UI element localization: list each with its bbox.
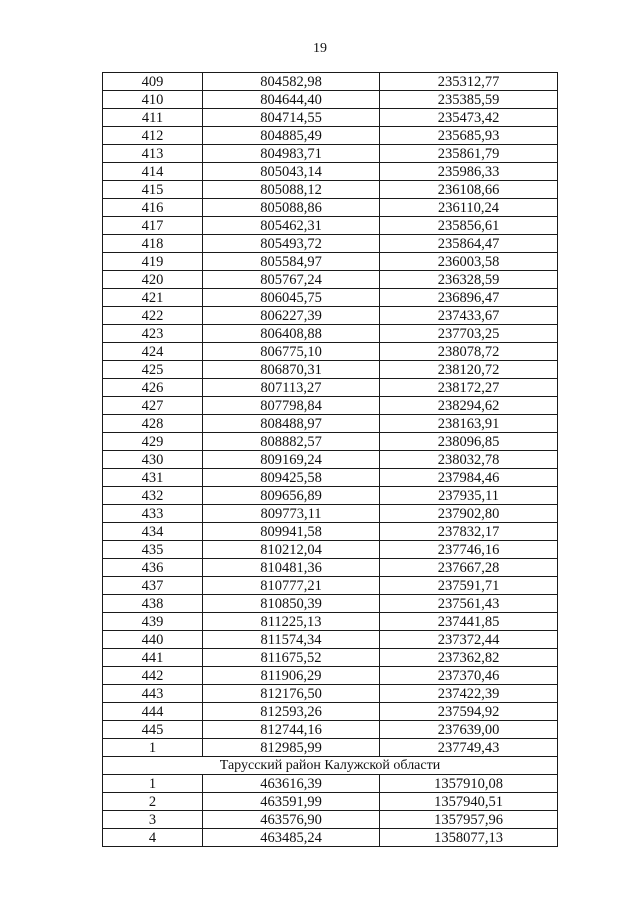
- table-row: [103, 523, 558, 541]
- x-coordinate-cell: 812176,50: [203, 685, 380, 703]
- y-coordinate-cell: 235864,47: [380, 235, 558, 253]
- point-number-cell: 426: [103, 379, 203, 397]
- table-row: [103, 361, 558, 379]
- y-coordinate-cell: 237746,16: [380, 541, 558, 559]
- table-row: [103, 343, 558, 361]
- point-number-cell: 432: [103, 487, 203, 505]
- point-number-cell: 435: [103, 541, 203, 559]
- table-row: [103, 325, 558, 343]
- x-coordinate-cell: 812744,16: [203, 721, 380, 739]
- x-coordinate-cell: 808882,57: [203, 433, 380, 451]
- table-row: [103, 307, 558, 325]
- point-number-cell: 417: [103, 217, 203, 235]
- y-coordinate-cell: 237362,82: [380, 649, 558, 667]
- point-number-cell: 438: [103, 595, 203, 613]
- y-coordinate-cell: 1357957,96: [380, 811, 558, 829]
- y-coordinate-cell: 235986,33: [380, 163, 558, 181]
- x-coordinate-cell: 804885,49: [203, 127, 380, 145]
- point-number-cell: 422: [103, 307, 203, 325]
- table-row: [103, 379, 558, 397]
- x-coordinate-cell: 805767,24: [203, 271, 380, 289]
- table-row: [103, 73, 558, 91]
- x-coordinate-cell: 811675,52: [203, 649, 380, 667]
- y-coordinate-cell: 237441,85: [380, 613, 558, 631]
- x-coordinate-cell: 463591,99: [203, 793, 380, 811]
- point-number-cell: 443: [103, 685, 203, 703]
- table-row: [103, 433, 558, 451]
- x-coordinate-cell: 809425,58: [203, 469, 380, 487]
- x-coordinate-cell: 804983,71: [203, 145, 380, 163]
- x-coordinate-cell: 804582,98: [203, 73, 380, 91]
- point-number-cell: 421: [103, 289, 203, 307]
- x-coordinate-cell: 463576,90: [203, 811, 380, 829]
- table-row: [103, 199, 558, 217]
- point-number-cell: 413: [103, 145, 203, 163]
- y-coordinate-cell: 235685,93: [380, 127, 558, 145]
- table-row: [103, 739, 558, 757]
- point-number-cell: 428: [103, 415, 203, 433]
- x-coordinate-cell: 806227,39: [203, 307, 380, 325]
- table-row: [103, 469, 558, 487]
- table-row: [103, 685, 558, 703]
- table-row: [103, 487, 558, 505]
- y-coordinate-cell: 238172,27: [380, 379, 558, 397]
- x-coordinate-cell: 809169,24: [203, 451, 380, 469]
- x-coordinate-cell: 805088,86: [203, 199, 380, 217]
- y-coordinate-cell: 1357940,51: [380, 793, 558, 811]
- point-number-cell: 424: [103, 343, 203, 361]
- y-coordinate-cell: 235861,79: [380, 145, 558, 163]
- x-coordinate-cell: 810481,36: [203, 559, 380, 577]
- point-number-cell: 416: [103, 199, 203, 217]
- y-coordinate-cell: 236328,59: [380, 271, 558, 289]
- coordinates-table-body: [103, 73, 558, 847]
- table-row: [103, 451, 558, 469]
- point-number-cell: 440: [103, 631, 203, 649]
- y-coordinate-cell: 238032,78: [380, 451, 558, 469]
- table-row: [103, 793, 558, 811]
- point-number-cell: 431: [103, 469, 203, 487]
- y-coordinate-cell: 237667,28: [380, 559, 558, 577]
- table-row: [103, 775, 558, 793]
- table-row: [103, 217, 558, 235]
- point-number-cell: 420: [103, 271, 203, 289]
- y-coordinate-cell: 237561,43: [380, 595, 558, 613]
- x-coordinate-cell: 806408,88: [203, 325, 380, 343]
- table-row: [103, 595, 558, 613]
- point-number-cell: 411: [103, 109, 203, 127]
- point-number-cell: 4: [103, 829, 203, 847]
- point-number-cell: 409: [103, 73, 203, 91]
- x-coordinate-cell: 806045,75: [203, 289, 380, 307]
- table-row: [103, 181, 558, 199]
- x-coordinate-cell: 809941,58: [203, 523, 380, 541]
- point-number-cell: 444: [103, 703, 203, 721]
- y-coordinate-cell: 238294,62: [380, 397, 558, 415]
- x-coordinate-cell: 463485,24: [203, 829, 380, 847]
- y-coordinate-cell: 238163,91: [380, 415, 558, 433]
- x-coordinate-cell: 811906,29: [203, 667, 380, 685]
- y-coordinate-cell: 237370,46: [380, 667, 558, 685]
- point-number-cell: 433: [103, 505, 203, 523]
- x-coordinate-cell: 807798,84: [203, 397, 380, 415]
- y-coordinate-cell: 238096,85: [380, 433, 558, 451]
- table-row: [103, 109, 558, 127]
- point-number-cell: 445: [103, 721, 203, 739]
- x-coordinate-cell: 805493,72: [203, 235, 380, 253]
- table-row: [103, 703, 558, 721]
- table-row: [103, 145, 558, 163]
- y-coordinate-cell: 237591,71: [380, 577, 558, 595]
- y-coordinate-cell: 237832,17: [380, 523, 558, 541]
- point-number-cell: 436: [103, 559, 203, 577]
- table-row: [103, 541, 558, 559]
- y-coordinate-cell: 237902,80: [380, 505, 558, 523]
- point-number-cell: 429: [103, 433, 203, 451]
- table-row: [103, 667, 558, 685]
- table-row: [103, 127, 558, 145]
- table-row: [103, 271, 558, 289]
- point-number-cell: 414: [103, 163, 203, 181]
- y-coordinate-cell: 238120,72: [380, 361, 558, 379]
- x-coordinate-cell: 811574,34: [203, 631, 380, 649]
- table-row: [103, 613, 558, 631]
- y-coordinate-cell: 236896,47: [380, 289, 558, 307]
- x-coordinate-cell: 810777,21: [203, 577, 380, 595]
- y-coordinate-cell: 237703,25: [380, 325, 558, 343]
- x-coordinate-cell: 805088,12: [203, 181, 380, 199]
- table-row: [103, 289, 558, 307]
- point-number-cell: 419: [103, 253, 203, 271]
- y-coordinate-cell: 237639,00: [380, 721, 558, 739]
- point-number-cell: 415: [103, 181, 203, 199]
- page-number: 19: [313, 41, 327, 56]
- point-number-cell: 3: [103, 811, 203, 829]
- y-coordinate-cell: 237433,67: [380, 307, 558, 325]
- table-row: [103, 649, 558, 667]
- table-row: [103, 397, 558, 415]
- table-row: [103, 163, 558, 181]
- x-coordinate-cell: 809656,89: [203, 487, 380, 505]
- point-number-cell: 439: [103, 613, 203, 631]
- x-coordinate-cell: 805584,97: [203, 253, 380, 271]
- table-row: [103, 415, 558, 433]
- point-number-cell: 434: [103, 523, 203, 541]
- y-coordinate-cell: 235473,42: [380, 109, 558, 127]
- y-coordinate-cell: 237984,46: [380, 469, 558, 487]
- point-number-cell: 437: [103, 577, 203, 595]
- table-row: [103, 631, 558, 649]
- y-coordinate-cell: 237422,39: [380, 685, 558, 703]
- coordinates-table: [102, 72, 558, 847]
- x-coordinate-cell: 810212,04: [203, 541, 380, 559]
- point-number-cell: 423: [103, 325, 203, 343]
- table-row: [103, 721, 558, 739]
- y-coordinate-cell: 236108,66: [380, 181, 558, 199]
- table-row: [103, 829, 558, 847]
- table-row: [103, 505, 558, 523]
- point-number-cell: 427: [103, 397, 203, 415]
- table-row: [103, 559, 558, 577]
- y-coordinate-cell: 237749,43: [380, 739, 558, 757]
- x-coordinate-cell: 810850,39: [203, 595, 380, 613]
- section-header-row: [103, 757, 558, 775]
- x-coordinate-cell: 812593,26: [203, 703, 380, 721]
- y-coordinate-cell: 236003,58: [380, 253, 558, 271]
- point-number-cell: 430: [103, 451, 203, 469]
- x-coordinate-cell: 811225,13: [203, 613, 380, 631]
- y-coordinate-cell: 236110,24: [380, 199, 558, 217]
- point-number-cell: 2: [103, 793, 203, 811]
- y-coordinate-cell: 237935,11: [380, 487, 558, 505]
- table-row: [103, 235, 558, 253]
- x-coordinate-cell: 804714,55: [203, 109, 380, 127]
- point-number-cell: 1: [103, 775, 203, 793]
- y-coordinate-cell: 235312,77: [380, 73, 558, 91]
- x-coordinate-cell: 804644,40: [203, 91, 380, 109]
- y-coordinate-cell: 1357910,08: [380, 775, 558, 793]
- y-coordinate-cell: 1358077,13: [380, 829, 558, 847]
- x-coordinate-cell: 812985,99: [203, 739, 380, 757]
- point-number-cell: 425: [103, 361, 203, 379]
- table-row: [103, 91, 558, 109]
- section-title: Тарусский район Калужской области: [103, 757, 558, 775]
- y-coordinate-cell: 237372,44: [380, 631, 558, 649]
- x-coordinate-cell: 807113,27: [203, 379, 380, 397]
- point-number-cell: 410: [103, 91, 203, 109]
- x-coordinate-cell: 463616,39: [203, 775, 380, 793]
- point-number-cell: 418: [103, 235, 203, 253]
- x-coordinate-cell: 806775,10: [203, 343, 380, 361]
- y-coordinate-cell: 235856,61: [380, 217, 558, 235]
- x-coordinate-cell: 805462,31: [203, 217, 380, 235]
- x-coordinate-cell: 809773,11: [203, 505, 380, 523]
- x-coordinate-cell: 808488,97: [203, 415, 380, 433]
- table-row: [103, 577, 558, 595]
- y-coordinate-cell: 237594,92: [380, 703, 558, 721]
- y-coordinate-cell: 235385,59: [380, 91, 558, 109]
- x-coordinate-cell: 806870,31: [203, 361, 380, 379]
- point-number-cell: 442: [103, 667, 203, 685]
- table-row: [103, 811, 558, 829]
- x-coordinate-cell: 805043,14: [203, 163, 380, 181]
- point-number-cell: 1: [103, 739, 203, 757]
- point-number-cell: 412: [103, 127, 203, 145]
- y-coordinate-cell: 238078,72: [380, 343, 558, 361]
- point-number-cell: 441: [103, 649, 203, 667]
- table-row: [103, 253, 558, 271]
